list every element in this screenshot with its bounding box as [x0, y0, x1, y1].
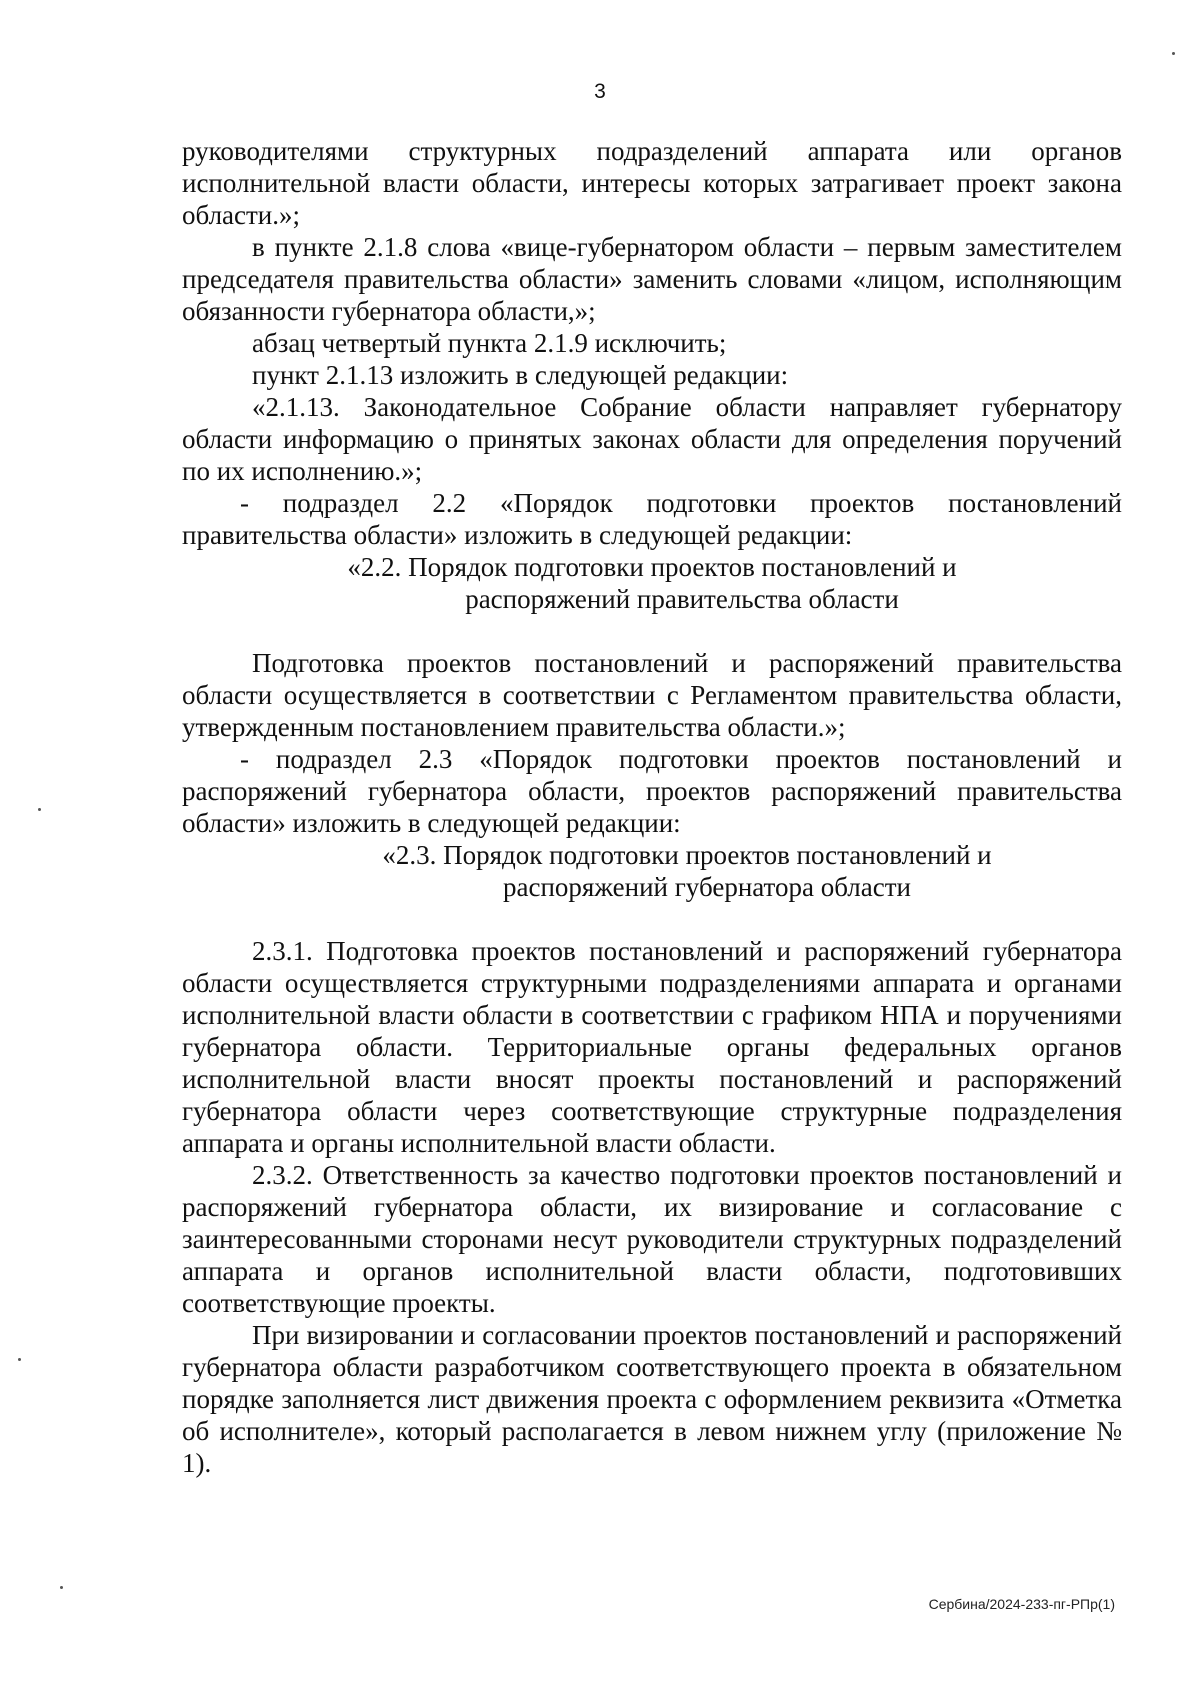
spacer	[182, 615, 1122, 647]
paragraph-item-2-1-13-text: «2.1.13. Законодательное Собрание области направляет губернатору области информацию о принятых законах области для определения поручений по их исполнению.»;	[182, 392, 1122, 486]
paragraph-item-2-3-1: 2.3.1. Подготовка проектов постановлений и распоряжений губернатора области осуществляется структурными подразделениями аппарата и органами исполнительной власти области в соответствии с графиком НПА и поручениями губернатора области. Территориальные органы федеральных органов исполнительной власти вносят проекты постановлений и распоряжений губернатора области через соответствующие структурные подразделения аппарата и органы исполнительной власти области.	[182, 936, 1122, 1158]
page-number: 3	[594, 80, 606, 103]
document-footer-code: Сербина/2024-233-пг-РПр(1)	[928, 1596, 1115, 1612]
paragraph-subsection-2-2-intro: - подраздел 2.2 «Порядок подготовки проектов постановлений правительства области» изложить в следующей редакции:	[182, 488, 1122, 550]
spacer	[182, 903, 1122, 935]
heading-2-2-line-1: «2.2. Порядок подготовки проектов постановлений и	[347, 552, 957, 582]
paragraph-subsection-2-2-text: Подготовка проектов постановлений и распоряжений правительства области осуществляется в соответствии с Регламентом правительства области, утвержденным постановлением правительства области.»;	[182, 648, 1122, 742]
heading-2-3-line-1: «2.3. Порядок подготовки проектов постановлений и	[382, 840, 992, 870]
heading-2-3-line-2: распоряжений губернатора области	[503, 872, 911, 902]
paragraph-approval-sheet: При визировании и согласовании проектов постановлений и распоряжений губернатора области разработчиком соответствующего проекта в обязательном порядке заполняется лист движения проекта с оформлением реквизита «Отметка об исполнителе», который располагается в левом нижнем углу (приложение № 1).	[182, 1320, 1122, 1478]
paragraph-item-2-1-9: абзац четвертый пункта 2.1.9 исключить;	[252, 328, 727, 358]
scan-speck	[18, 1358, 21, 1361]
scan-speck	[38, 808, 41, 811]
paragraph-subsection-2-3-intro: - подраздел 2.3 «Порядок подготовки проектов постановлений и распоряжений губернатора области, проектов распоряжений правительства области» изложить в следующей редакции:	[182, 744, 1122, 838]
heading-2-2-line-2: распоряжений правительства области	[465, 584, 899, 614]
paragraph-item-2-1-13-intro: пункт 2.1.13 изложить в следующей редакции:	[252, 360, 789, 390]
paragraph-item-2-1-8: в пункте 2.1.8 слова «вице-губернатором области – первым заместителем председателя правительства области» заменить словами «лицом, исполняющим обязанности губернатора области,»;	[182, 232, 1122, 326]
paragraph-item-2-3-2: 2.3.2. Ответственность за качество подготовки проектов постановлений и распоряжений губернатора области, их визирование и согласование с заинтересованными сторонами несут руководители структурных подразделений аппарата и органов исполнительной власти области, подготовивших соответствующие проекты.	[182, 1160, 1122, 1318]
scan-speck	[60, 1586, 63, 1589]
document-body	[182, 135, 1122, 1479]
paragraph-continuation: руководителями структурных подразделений аппарата или органов исполнительной власти области, интересы которых затрагивает проект закона области.»;	[182, 136, 1122, 230]
scan-speck	[1172, 52, 1175, 55]
